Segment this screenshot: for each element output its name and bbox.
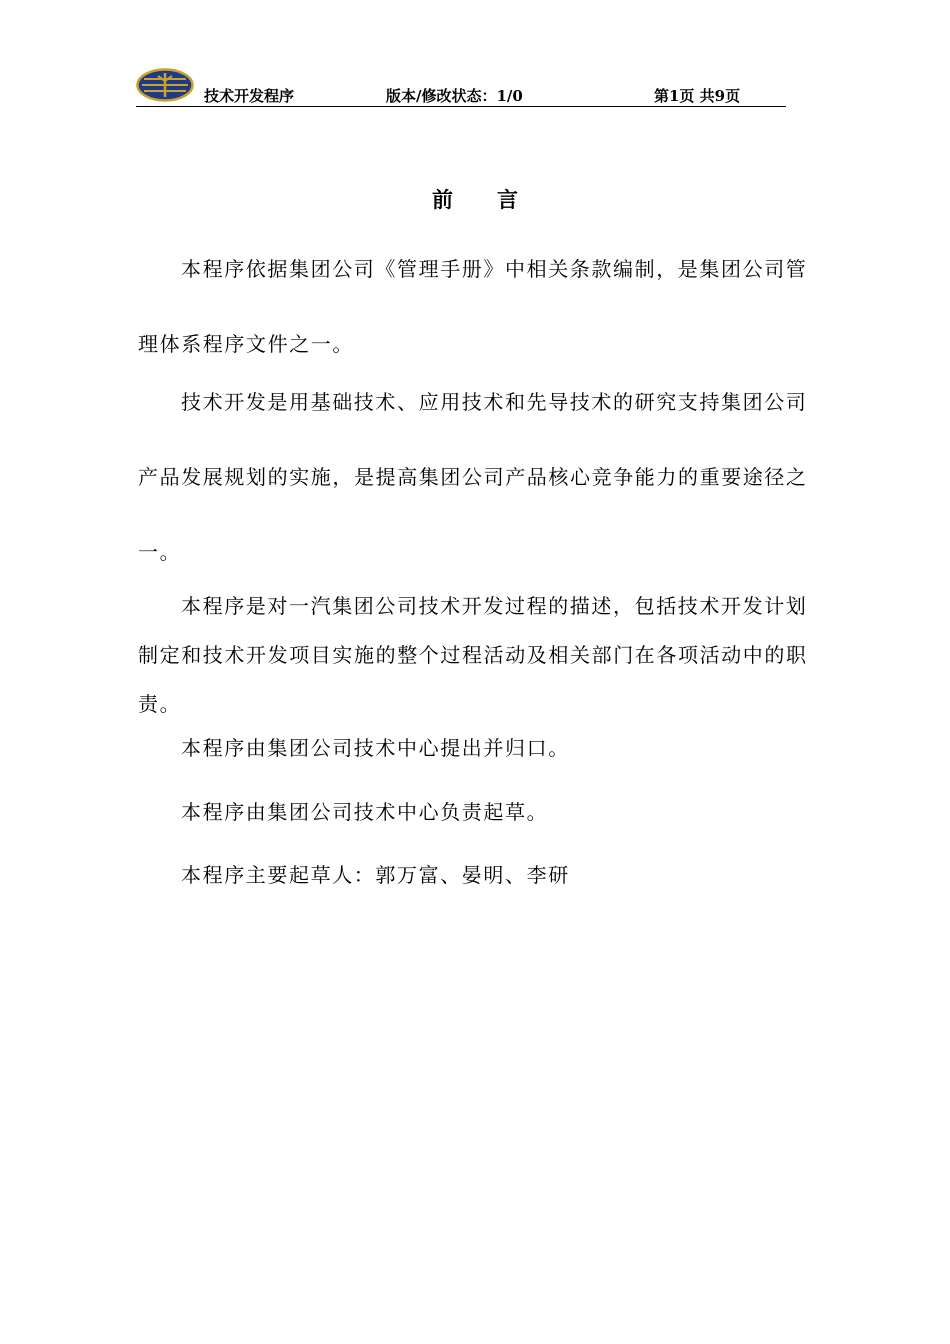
paragraph-2: 技术开发是用基础技术、应用技术和先导技术的研究支持集团公司产品发展规划的实施，是提高集团公司产品核心竞争能力的重要途径之一。 [138, 390, 808, 564]
paragraph-1: 本程序依据集团公司《管理手册》中相关条款编制，是集团公司管理体系程序文件之一。 [138, 257, 808, 356]
page-header [136, 68, 786, 108]
page-title: 前言 [432, 187, 562, 212]
faw-emblem-logo-icon [136, 68, 194, 102]
header-doc-name: 技术开发程序 [204, 87, 295, 105]
header-divider [136, 106, 786, 107]
header-page-info: 第1页 共9页 [654, 87, 741, 105]
header-version: 版本/修改状态：1/0 [386, 87, 523, 105]
paragraph-3: 本程序是对一汽集团公司技术开发过程的描述，包括技术开发计划制定和技术开发项目实施的整个过程活动及相关部门在各项活动中的职责。 [138, 594, 808, 716]
paragraph-5: 本程序由集团公司技术中心负责起草。 [181, 800, 549, 824]
paragraph-4: 本程序由集团公司技术中心提出并归口。 [181, 736, 570, 760]
paragraph-6: 本程序主要起草人：郭万富、晏明、李研 [181, 863, 570, 887]
